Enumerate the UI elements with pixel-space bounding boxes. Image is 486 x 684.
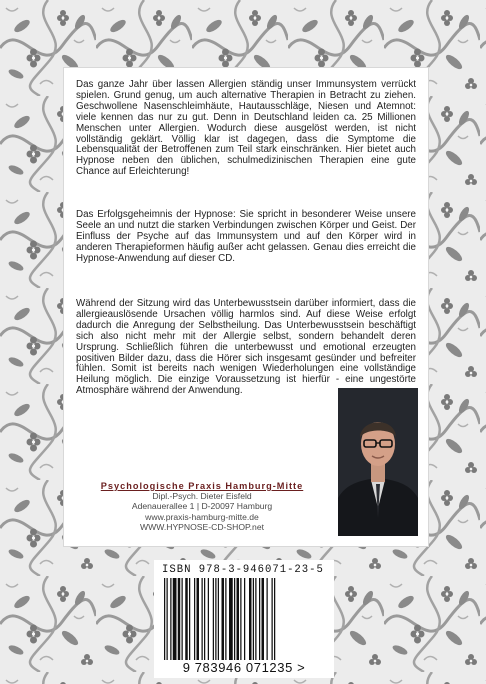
barcode-bar bbox=[213, 578, 214, 660]
barcode-bar bbox=[178, 578, 181, 660]
barcode-bar bbox=[189, 578, 190, 660]
barcode-bar bbox=[182, 578, 183, 660]
barcode-bar bbox=[208, 578, 209, 660]
barcode-bar bbox=[202, 578, 203, 660]
barcode-bar bbox=[222, 578, 225, 660]
isbn-label: ISBN 978-3-946071-23-5 bbox=[162, 564, 324, 576]
practice-heading: Psychologische Praxis Hamburg-Mitte bbox=[100, 481, 304, 491]
paragraph-session-description: Während der Sitzung wird das Unterbewusstsein darüber informiert, dass die allergieauslösende Ursachen völlig harmlos sind. Auf diese Weise erfolgt dadurch die Anregung der Selbstheilung. Das Unterbewusstsein beschäftigt sich also nicht mehr mit der Allergie selbst, sondern behandelt deren Ursprung. Schließlich führen die unterbewusst und emotional erzeugten positiven Bilder dazu, dass die Hörer sich insgesamt gesünder und befreiter fühlen. Somit ist bereits nach wenigen Wiederholungen eine vollständige Heilung möglich. Die einzige Voraussetzung ist hierfür - eine ungestörte Atmosphäre während der Anwendung. bbox=[76, 298, 416, 397]
barcode-bar bbox=[253, 578, 254, 660]
barcode-bar bbox=[164, 578, 165, 660]
barcode-bar bbox=[204, 578, 205, 660]
author-portrait-photo bbox=[338, 388, 418, 536]
author-name: Dipl.-Psych. Dieter Eisfeld bbox=[152, 491, 252, 502]
barcode-bar bbox=[173, 578, 177, 660]
shop-website[interactable]: WWW.HYPNOSE-CD-SHOP.net bbox=[140, 521, 264, 532]
barcode-bar bbox=[244, 578, 245, 660]
barcode-bar bbox=[234, 578, 235, 660]
barcode-box bbox=[154, 560, 334, 678]
barcode-bar bbox=[194, 578, 195, 660]
barcode-bar bbox=[255, 578, 256, 660]
barcode-bars bbox=[164, 578, 324, 660]
practice-website[interactable]: www.praxis-hamburg-mitte.de bbox=[145, 511, 259, 522]
barcode-bar bbox=[262, 578, 265, 660]
barcode-bar bbox=[218, 578, 219, 660]
contact-block bbox=[76, 481, 328, 532]
paragraph-hypnosis-secret: Das Erfolgsgeheimnis der Hypnose: Sie spricht in besonderer Weise unsere Seele an und nutzt die starken Verbindungen zwischen Körper und Geist. Der Einfluss der Psyche auf das Immunsystem und auf den Körper wird in anderen Therapieformen häufig außer acht gelassen. Genau dies erreicht die Hypnose-Anwendung auf dieser CD. bbox=[76, 209, 416, 264]
barcode-bar bbox=[237, 578, 240, 660]
text-panel bbox=[64, 68, 428, 546]
barcode-number: 9 783946 071235 > bbox=[182, 660, 306, 675]
barcode-bar bbox=[229, 578, 233, 660]
barcode-bar bbox=[185, 578, 188, 660]
barcode-bar bbox=[225, 578, 226, 660]
barcode-bar bbox=[259, 578, 260, 660]
paragraph-allergy-intro: Das ganze Jahr über lassen Allergien ständig unser Immunsystem verrückt spielen. Grund genug, um auch alternative Therapien in Betracht zu ziehen. Geschwollene Nasenschleimhäute, Hautausschläge, Niesen und Atemnot: viele kennen das nur zu gut. Denn in Deutschland leiden ca. 25 Millionen Menschen unter Allergien. Wodurch diese ausgelöst werden, ist nicht vollständig geklärt. Völlig klar ist dagegen, dass die Symptome die Lebensqualität der Betroffenen zum Teil stark einschränken. Hier bietet auch Hypnose neben den üblichen, schulmedizinischen Therapien eine gute Chance auf Erleichterung! bbox=[76, 79, 416, 178]
barcode-bar bbox=[170, 578, 171, 660]
barcode-bar bbox=[197, 578, 200, 660]
barcode-bar bbox=[274, 578, 275, 660]
practice-address: Adenauerallee 1 | D-20097 Hamburg bbox=[131, 501, 273, 512]
barcode-bar bbox=[267, 578, 268, 660]
barcode-bar bbox=[240, 578, 241, 660]
barcode-bar bbox=[272, 578, 273, 660]
barcode-bar bbox=[167, 578, 168, 660]
barcode-bar bbox=[215, 578, 216, 660]
barcode-bar bbox=[249, 578, 252, 660]
